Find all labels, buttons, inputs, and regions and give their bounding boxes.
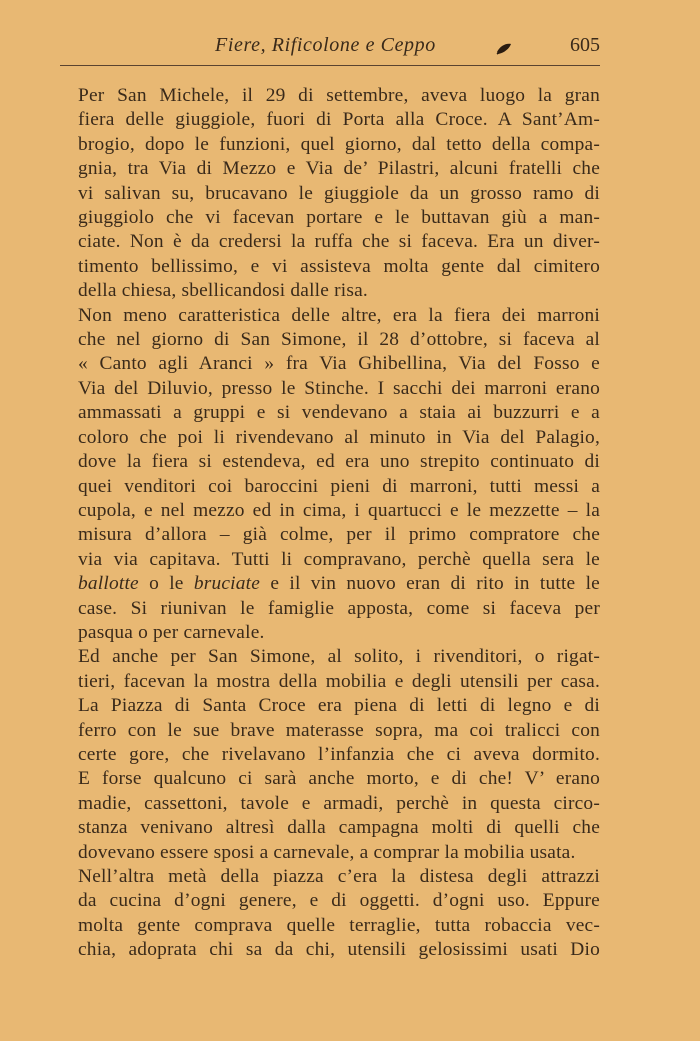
text-line: « Canto agli Aranci » fra Via Ghibellina, Via del Fosso e — [78, 353, 600, 375]
running-title: Fiere, Rificolone e Ceppo — [215, 34, 436, 56]
text-column — [58, 84, 600, 963]
text-line: timento bellissimo, e vi assisteva molta gente dal cimitero — [78, 255, 600, 277]
text-line: giuggiolo che vi facevan portare e le buttavan giù a man- — [78, 207, 600, 229]
text-line: ferro con le sue brave materasse sopra, ma coi tralicci con — [78, 719, 600, 741]
italic-word: bruciate — [193, 573, 261, 595]
text-line: Non meno caratteristica delle altre, era la fiera dei marroni — [78, 304, 600, 326]
header-rule — [60, 65, 600, 66]
text-line: coloro che poi li rivendevano al minuto in Via del Palagio, — [78, 426, 600, 448]
text-line-italic-mix — [58, 572, 600, 596]
text-line: dovevano essere sposi a carnevale, a comprar la mobilia usata. — [78, 841, 576, 863]
text-line: pasqua o per carnevale. — [78, 621, 265, 643]
text-line: cupola, e nel mezzo ed in cima, i quartucci e le mezzette – la — [78, 499, 600, 521]
fleuron-icon — [495, 40, 513, 58]
text-line: certe gore, che rivelavano l’infanzia che ci aveva dormito. — [78, 743, 600, 765]
text-fragment: o le — [138, 573, 194, 595]
text-line: madie, cassettoni, tavole e armadi, perchè in questa circo- — [78, 792, 600, 814]
text-line: La Piazza di Santa Croce era piena di letti di legno e di — [78, 695, 600, 717]
page-header — [55, 30, 600, 60]
paragraph — [58, 84, 600, 304]
text-line: Ed anche per San Simone, al solito, i rivenditori, o rigat- — [78, 646, 600, 668]
paragraph — [58, 865, 600, 963]
page-number: 605 — [570, 34, 600, 56]
paragraph — [58, 645, 600, 865]
text-line: fiera delle giuggiole, fuori di Porta alla Croce. A Sant’Am- — [78, 109, 600, 131]
text-line: brogio, dopo le funzioni, quel giorno, dal tetto della compa- — [78, 133, 600, 155]
paragraph — [58, 304, 600, 646]
italic-word: ballotte — [78, 573, 139, 595]
text-line: stanza venivano altresì dalla campagna molti di quelli che — [78, 817, 600, 839]
text-line: gnia, tra Via di Mezzo e Via de’ Pilastri, alcuni fratelli che — [78, 158, 600, 180]
text-line: chia, adoprata chi sa da chi, utensili gelosissimi usati Dio — [78, 939, 600, 961]
text-line: della chiesa, sbellicandosi dalle risa. — [78, 280, 368, 302]
text-line: vi salivan su, brucavano le giuggiole da un grosso ramo di — [78, 182, 600, 204]
text-fragment: e il vin nuovo eran di rito in tutte le — [260, 573, 600, 595]
text-line: da cucina d’ogni genere, e di oggetti. d’ogni uso. Eppure — [78, 890, 600, 912]
text-line: Via del Diluvio, presso le Stinche. I sacchi dei marroni erano — [78, 377, 600, 399]
text-line: Per San Michele, il 29 di settembre, aveva luogo la gran — [78, 85, 600, 106]
text-line: E forse qualcuno ci sarà anche morto, e di che! V’ erano — [78, 768, 600, 790]
text-line: Nell’altra metà della piazza c’era la distesa degli attrazzi — [78, 866, 600, 887]
text-line: via via capitava. Tutti li compravano, perchè quella sera le — [78, 548, 600, 570]
text-line: che nel giorno di San Simone, il 28 d’ottobre, si faceva al — [78, 329, 600, 351]
text-line: tieri, facevan la mostra della mobilia e degli utensili per casa. — [78, 670, 600, 692]
text-line: ammassati a gruppi e si vendevano a staia ai buzzurri e a — [78, 402, 600, 424]
text-line: misura d’allora – già colme, per il primo compratore che — [78, 524, 600, 546]
text-line: case. Si riunivan le famiglie apposta, come si faceva per — [78, 597, 600, 619]
text-line: dove la fiera si estendeva, ed era uno strepito continuato di — [78, 451, 600, 473]
text-line: ciate. Non è da credersi la ruffa che si faceva. Era un diver- — [78, 231, 600, 253]
text-line: molta gente comprava quelle terraglie, tutta robaccia vec- — [78, 914, 600, 936]
text-line: quei venditori coi baroccini pieni di marroni, tutti messi a — [78, 475, 600, 497]
